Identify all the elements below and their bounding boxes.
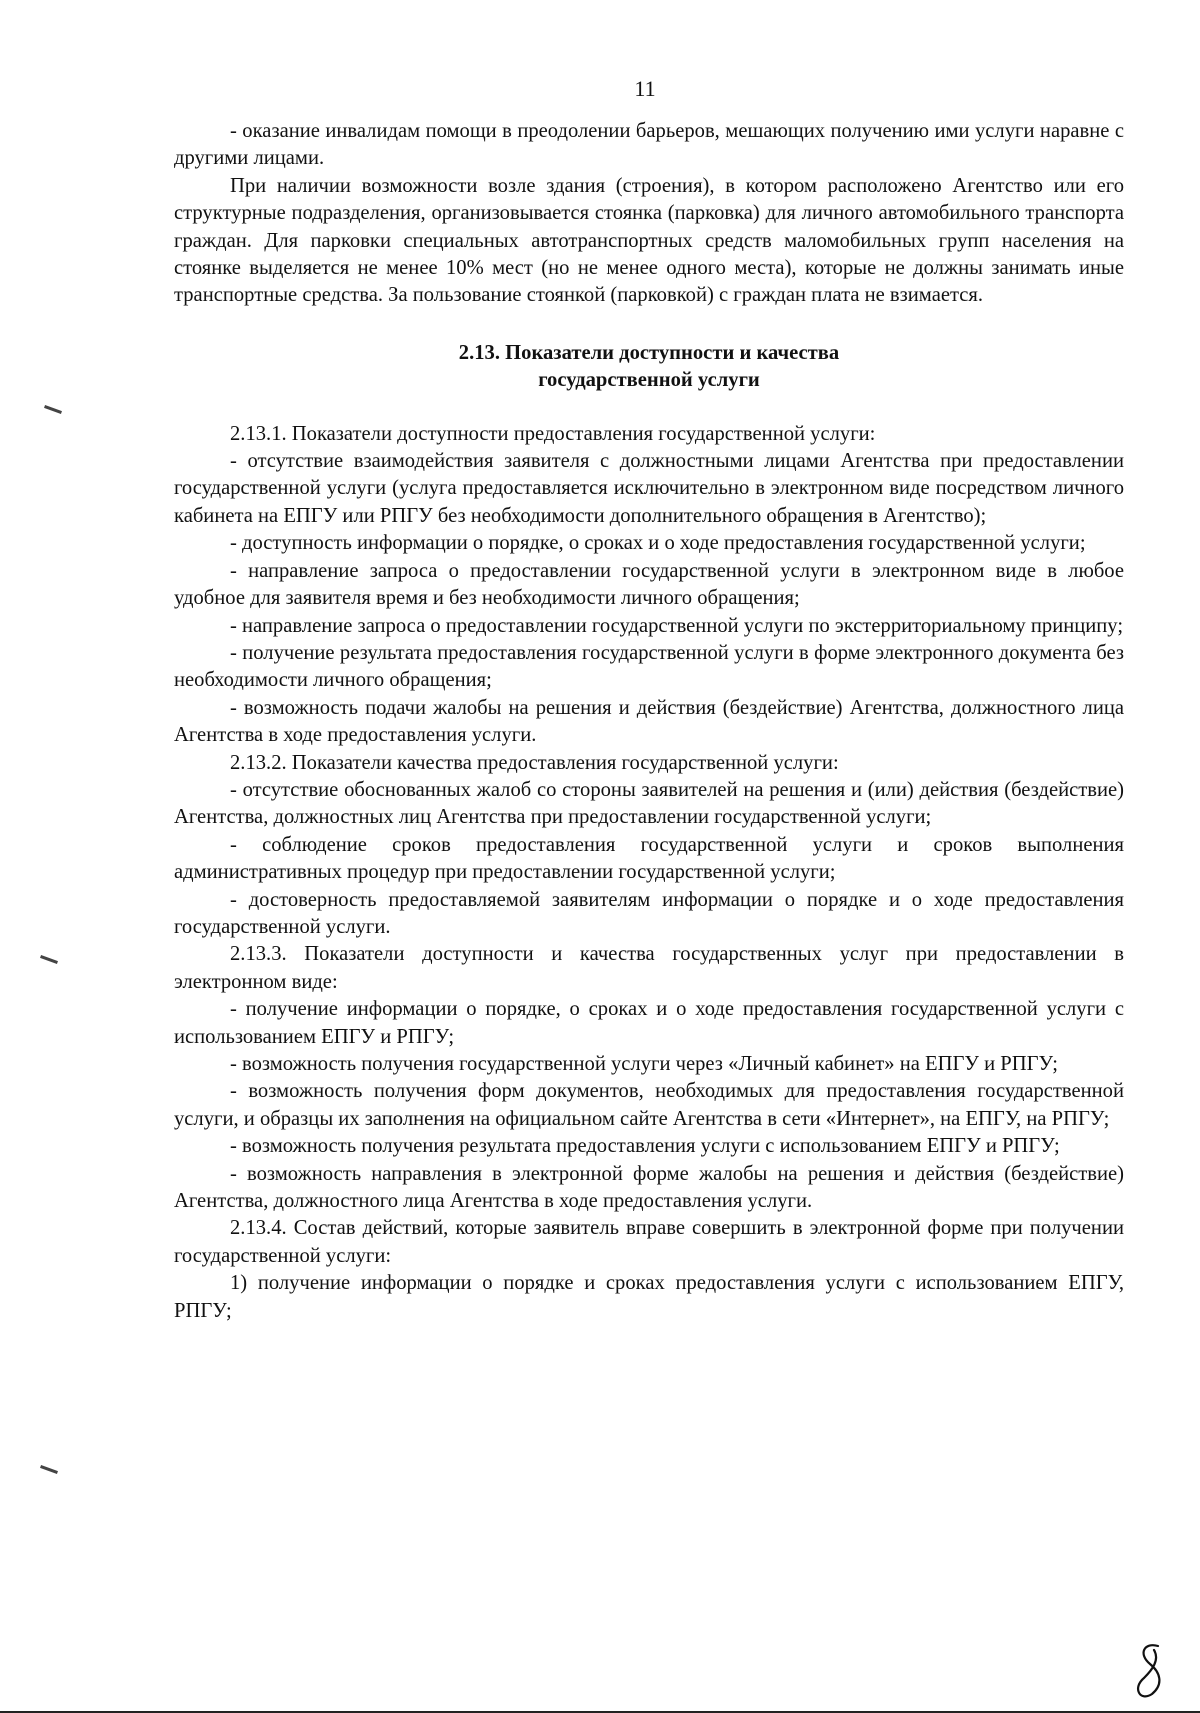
list-item: - доступность информации о порядке, о сроках и о ходе предоставления государственной услуги; [230,532,1086,555]
list-item: 1) получение информации о порядке и сроках предоставления услуги с использованием ЕПГУ, РПГУ; [174,1272,1124,1322]
list-item: - направление запроса о предоставлении государственной услуги в электронном виде в любое удобное для заявителя время и без необходимости личного обращения; [174,559,1124,610]
list-item: - соблюдение сроков предоставления государственной услуги и сроков выполнения административных процедур при предоставлении государственной услуги; [174,833,1124,884]
page-number: 11 [634,76,656,101]
document-body [174,118,1124,1325]
section-heading-line: 2.13. Показатели доступности и качества [458,341,840,364]
list-item: - возможность подачи жалобы на решения и действия (бездействие) Агентства, должностного лица Агентства в ходе предоставления услуги. [174,696,1124,747]
paragraph: - оказание инвалидам помощи в преодолении барьеров, мешающих получению ими услуги наравне с другими лицами. [174,120,1124,170]
list-item: - возможность получения результата предоставления услуги с использованием ЕПГУ и РПГУ; [230,1135,1060,1158]
list-item: - отсутствие обоснованных жалоб со стороны заявителей на решения и (или) действия (бездействие) Агентства, должностных лиц Агентства при предоставлении государственной услуги; [174,778,1124,829]
scan-speck [40,955,58,964]
list-item: - получение информации о порядке, о сроках и о ходе предоставления государственной услуги с использованием ЕПГУ и РПГУ; [174,998,1124,1048]
list-item: - направление запроса о предоставлении государственной услуги по экстерриториальному принципу; [230,614,1124,637]
paragraph: 2.13.1. Показатели доступности предоставления государственной услуги: [230,422,876,445]
paragraph: 2.13.2. Показатели качества предоставления государственной услуги: [230,751,839,774]
handwritten-mark-icon [1130,1640,1170,1700]
list-item: - достоверность предоставляемой заявителям информации о порядке и о ходе предоставления государственной услуги. [174,888,1124,938]
list-item: - возможность получения государственной услуги через «Личный кабинет» на ЕПГУ и РПГУ; [230,1053,1059,1075]
scan-speck [44,405,62,414]
list-item: - отсутствие взаимодействия заявителя с должностными лицами Агентства при предоставлении государственной услуги (услуга предоставляется исключительно в электронном виде посредством личного кабинета на ЕПГУ или РПГУ без необходимости дополнительного обращения в Агентство); [174,450,1124,527]
list-item: - возможность направления в электронной форме жалобы на решения и действия (бездействие) Агентства, должностного лица Агентства в ходе предоставления услуги. [174,1162,1124,1213]
list-item: - получение результата предоставления государственной услуги в форме электронного документа без необходимости личного обращения; [174,641,1124,692]
scan-speck [40,1465,58,1474]
paragraph: При наличии возможности возле здания (строения), в котором расположено Агентство или его структурные подразделения, организовывается стоянка (парковка) для личного автомобильного транспорта граждан. Для парковки специальных автотранспортных средств маломобильных групп населения на стоянке выделяется не менее 10% мест (но не менее одного места), которые не должны занимать иные транспортные средства. За пользование стоянкой (парковкой) с граждан плата не взимается. [174,174,1124,307]
section-heading-line: государственной услуги [538,369,760,392]
paragraph: 2.13.4. Состав действий, которые заявитель вправе совершить в электронной форме при получении государственной услуги: [174,1217,1124,1267]
section-heading [174,340,1124,395]
list-item: - возможность получения форм документов, необходимых для предоставления государственной услуги, и образцы их заполнения на официальном сайте Агентства в сети «Интернет», на ЕПГУ, на РПГУ; [174,1080,1124,1130]
paragraph: 2.13.3. Показатели доступности и качества государственных услуг при предоставлении в электронном виде: [174,943,1124,993]
